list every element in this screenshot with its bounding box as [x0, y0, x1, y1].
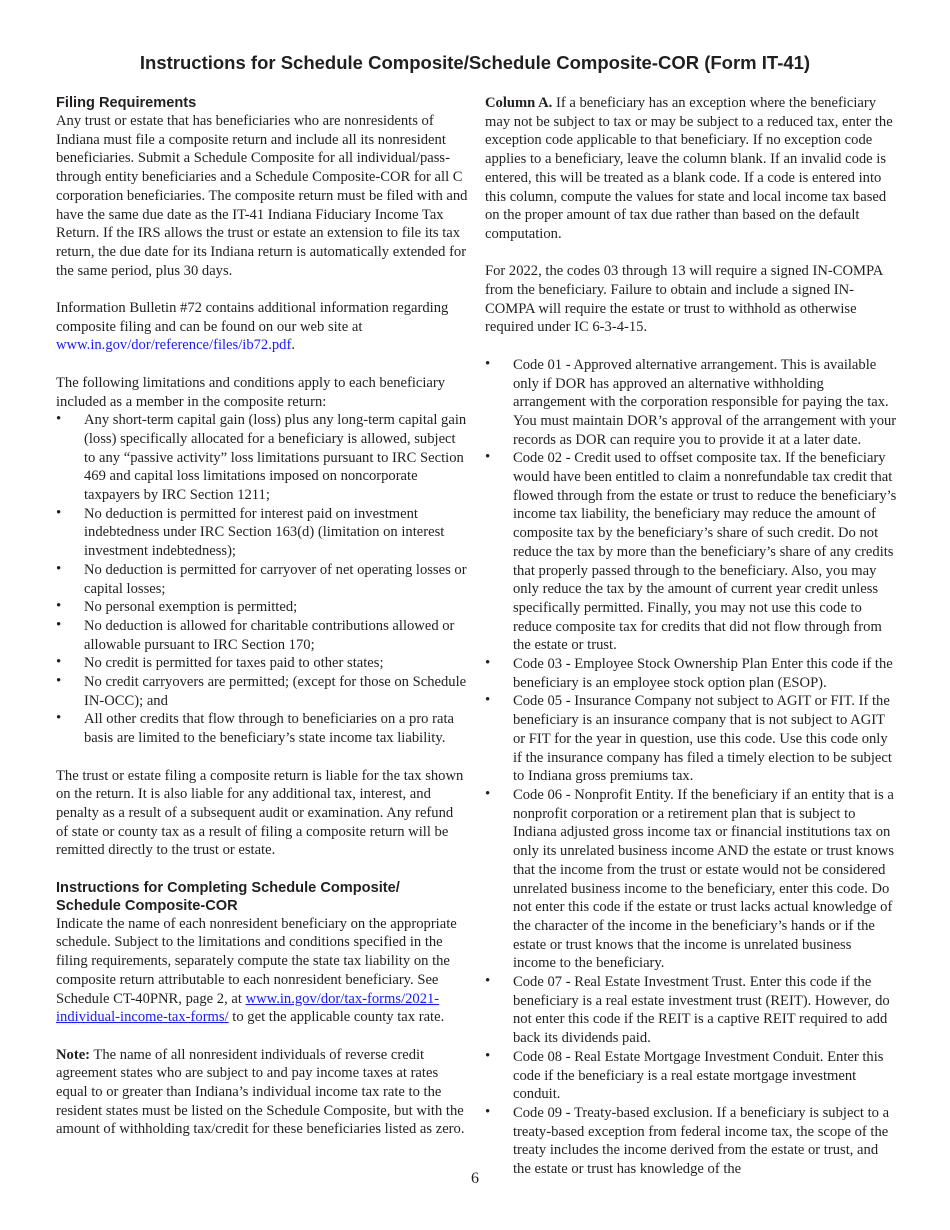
- limitations-intro: The following limitations and conditions apply to each beneficiary included as a member in the composite return:: [56, 374, 446, 410]
- list-item: • Code 03 - Employee Stock Ownership Plan Enter this code if the beneficiary is an employee stock option plan (ESOP).: [485, 655, 897, 692]
- page-title: Instructions for Schedule Composite/Schedule Composite-COR (Form IT-41): [139, 52, 811, 73]
- exception-codes-list: [485, 356, 897, 1179]
- year-2022-paragraph: For 2022, the codes 03 through 13 will require a signed IN-COMPA from the beneficiary. Failure to obtain and include a signed IN-COMPA will require the estate or trust to withhold as otherwise required under IC 6-3-4-15.: [485, 263, 883, 336]
- list-item: • No deduction is permitted for carryover of net operating losses or capital losses;: [56, 561, 468, 598]
- column-a-paragraph: Column A. If a beneficiary has an exception where the beneficiary may not be subject to tax or may be subject to a reduced tax, enter the exception code applicable to that beneficiary. If no exception code applies to a beneficiary, leave the column blank. If an invalid code is entered, this will be treated as a blank code. If a code is entered into this column, compute the values for state and local income tax based on the proper amount of tax due rather than based on the default computation.: [485, 95, 893, 242]
- note-paragraph: Note: The name of all nonresident individuals of reverse credit agreement states who are subject to and pay income taxes at rates equal to or greater than Indiana’s individual income tax rate to the resident states must be listed on the Schedule Composite, but with the amount of withholding tax/credit for these beneficiaries listed as zero.: [56, 1046, 465, 1138]
- list-item: • Code 05 - Insurance Company not subject to AGIT or FIT. If the beneficiary is an insurance company that is not subject to AGIT or FIT for the year in question, use this code. Use this code only if the insurance company has filed a timely election to be subject to Indiana gross premiums tax.: [485, 692, 897, 786]
- page-number: 6: [471, 1170, 479, 1187]
- bulletin-link[interactable]: www.in.gov/dor/reference/files/ib72.pdf: [56, 337, 292, 354]
- list-item: • No deduction is permitted for interest paid on investment indebtedness under IRC Section 163(d) (limitation on interest investment indebtedness);: [56, 505, 468, 561]
- right-column: [485, 94, 897, 1179]
- county-tax-link[interactable]: www.in.gov/dor/tax-forms/2021-individual-income-tax-forms/: [56, 990, 440, 1026]
- list-item: • Code 07 - Real Estate Investment Trust. Enter this code if the beneficiary is a real estate investment trust (REIT). However, do not enter this code if the REIT is a captive REIT required to add back its dividends paid.: [485, 973, 897, 1048]
- instructions-heading: Instructions for Completing Schedule Composite/ Schedule Composite-COR: [56, 879, 400, 914]
- list-item: • Code 08 - Real Estate Mortgage Investment Conduit. Enter this code if the beneficiary is a real estate mortgage investment conduit.: [485, 1048, 897, 1104]
- filing-requirements-paragraph: Any trust or estate that has beneficiaries who are nonresidents of Indiana must file a composite return and include all its nonresident beneficiaries. Submit a Schedule Composite for all individual/pass-through entity beneficiaries and a Schedule Composite-COR for all C corporation beneficiaries. The composite return must be filed with and have the same due date as the IT-41 Indiana Fiduciary Income Tax Return. If the IRS allows the trust or estate an extension to file its tax return, the due date for its Indiana return is automatically extended for the same period, plus 30 days.: [56, 113, 468, 279]
- list-item: • All other credits that flow through to beneficiaries on a pro rata basis are limited to the beneficiary’s state income tax liability.: [56, 710, 468, 747]
- list-item: • Code 01 - Approved alternative arrangement. This is available only if DOR has approved an alternative withholding arrangement with the corporation responsible for paying the tax. You must maintain DOR’s approval of the arrangement with your records as DOR can require you to provide it at a later date.: [485, 356, 897, 450]
- list-item: • Code 06 - Nonprofit Entity. If the beneficiary if an entity that is a nonprofit corporation or a retirement plan that is subject to Indiana adjusted gross income tax or financial institutions tax on only its unrelated business income AND the estate or trust knows that the income from the trust or estate would not be considered unrelated business income to the beneficiary, enter this code. Do not enter this code if the estate or trust lacks actual knowledge of the character of the income in the beneficiary’s hands or if the estate or trust knows that the income is unrelated business income to the beneficiary.: [485, 786, 897, 973]
- bulletin-paragraph: Information Bulletin #72 contains additional information regarding composite filing and can be found on our web site at www.in.gov/dor/reference/files/ib72.pdf.: [56, 300, 449, 354]
- list-item: • No deduction is allowed for charitable contributions allowed or allowable pursuant to IRC Section 170;: [56, 617, 468, 654]
- filing-requirements-heading: Filing Requirements: [56, 95, 197, 111]
- liability-paragraph: The trust or estate filing a composite return is liable for the tax shown on the return. It is also liable for any additional tax, interest, and penalty as a result of a subsequent audit or examination. Any refund of state or county tax as a result of filing a composite return will be remitted directly to the trust or estate.: [56, 767, 464, 859]
- list-item: • Code 02 - Credit used to offset composite tax. If the beneficiary would have been entitled to claim a nonrefundable tax credit that flowed through from the estate or trust to reduce the beneficiary’s income tax liability, the beneficiary may reduce the amount of composite tax by the beneficiary’s share of such credit. Do not reduce the tax by more than the beneficiary’s share of any credits that properly passed through to the beneficiary. Also, you may only reduce the tax by the amount of current year credit unless specifically permitted. Finally, you may not use this code to reduce composite tax for credits that did not flow through from the estate or trust.: [485, 449, 897, 655]
- list-item: • No credit is permitted for taxes paid to other states;: [56, 654, 468, 673]
- limitations-list: [56, 411, 468, 748]
- column-a-label: Column A.: [485, 95, 553, 111]
- list-item: • No credit carryovers are permitted; (except for those on Schedule IN-OCC); and: [56, 673, 468, 710]
- note-label: Note:: [56, 1046, 91, 1063]
- list-item: • No personal exemption is permitted;: [56, 598, 468, 617]
- instructions-paragraph: Indicate the name of each nonresident beneficiary on the appropriate schedule. Subject to the limitations and conditions specified in the filing requirements, separately compute the state tax liability on the composite return attributable to each nonresident beneficiary. See Schedule CT-40PNR, page 2, at www.in.gov/dor/tax-forms/2021-individual-income-tax-forms/ to get the applicable county tax rate.: [56, 915, 457, 1026]
- list-item: • Code 09 - Treaty-based exclusion. If a beneficiary is subject to a treaty-based exception from federal income tax, the scope of the treaty includes the income derived from the estate or trust, and the estate or trust has knowledge of the: [485, 1104, 897, 1179]
- left-column: [56, 94, 468, 1139]
- list-item: • Any short-term capital gain (loss) plus any long-term capital gain (loss) specifically allocated for a beneficiary is allowed, subject to any “passive activity” loss limitations pursuant to IRC Section 469 and capital loss limitations imposed on noncorporate taxpayers by IRC Section 1211;: [56, 411, 468, 505]
